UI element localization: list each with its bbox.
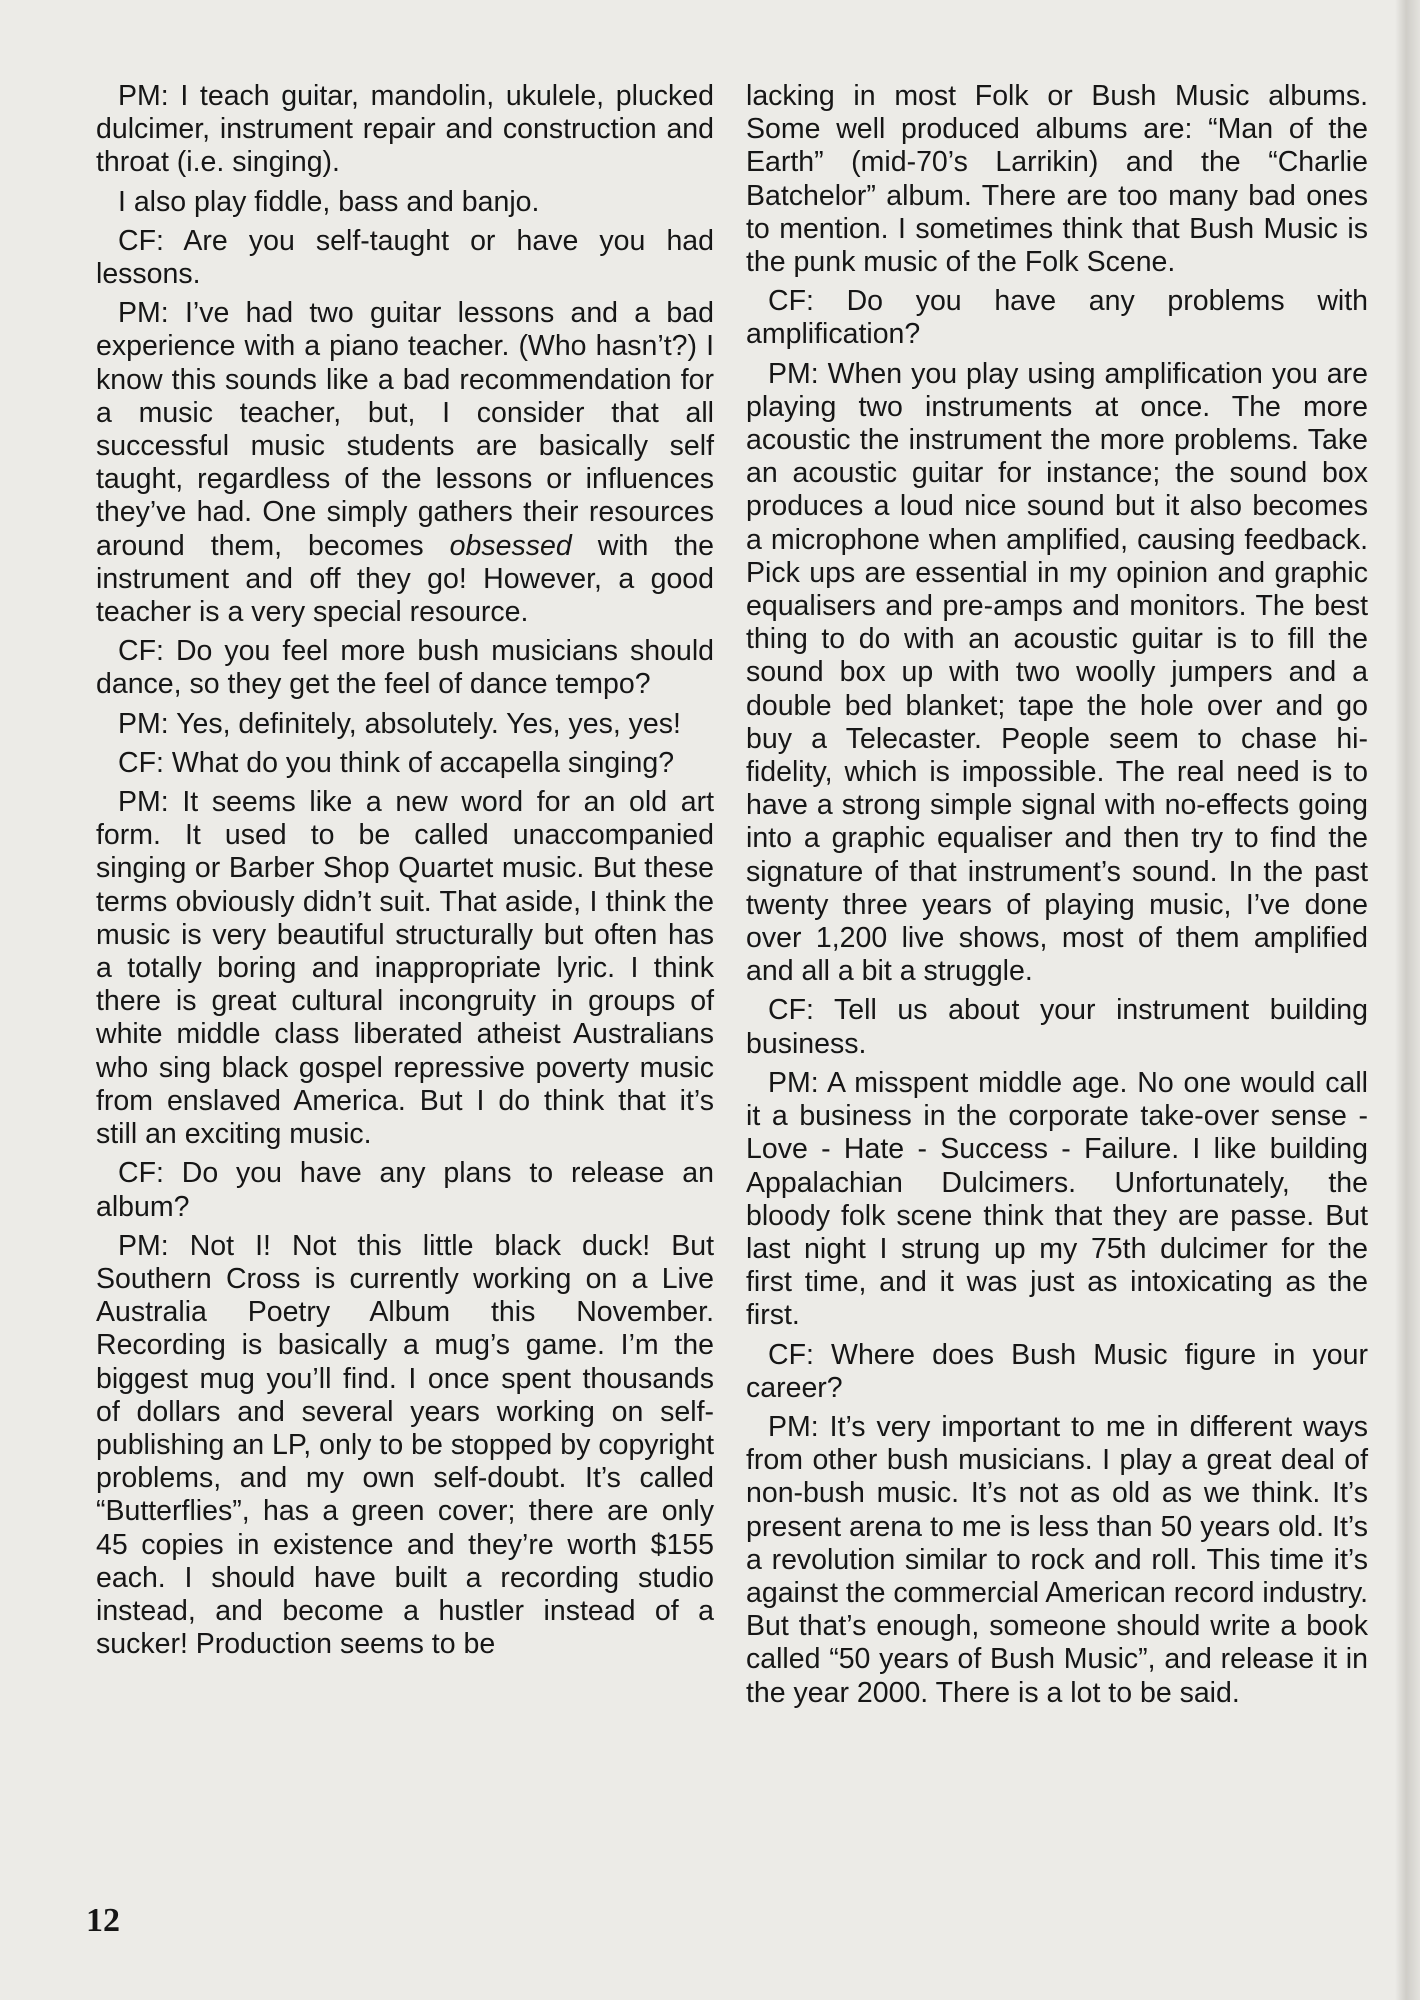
paragraph: PM: Not I! Not this little black duck! But Southern Cross is currently working on a Live Australia Poetry Album this November. Recording is basically a mug’s game. I’m the biggest mug you’ll find. I once spent thousands of dollars and several years working on self-publishing an LP, only to be stopped by copyright problems, and my own self-doubt. It’s called “Butterflies”, has a green cover; there are only 45 copies in existence and they’re worth $155 each. I should have built a recording studio instead, and become a hustler instead of a sucker! Production seems to be (96, 1229, 714, 1661)
right-column (746, 80, 1368, 1716)
paragraph: CF: Where does Bush Music figure in your career? (746, 1338, 1368, 1404)
paragraph: CF: Do you feel more bush musicians should dance, so they get the feel of dance tempo? (96, 635, 714, 701)
emphasis-text: obsessed (449, 529, 572, 562)
paragraph: I also play fiddle, bass and banjo. (118, 185, 540, 218)
page-number: 12 (86, 1902, 120, 1939)
paragraph-text: PM: I’ve had two guitar lessons and a bad experience with a piano teacher. (Who hasn’t?) I know this sounds like a bad recommendation for a music teacher, but, I consider that all successful music students are basically self taught, regardless of the lessons or influences they’ve had. One simply gathers their resources around them, becomes (96, 297, 714, 562)
paragraph: PM: I teach guitar, mandolin, ukulele, plucked dulcimer, instrument repair and construction and throat (i.e. singing). (96, 80, 714, 179)
paragraph: PM: Yes, definitely, absolutely. Yes, yes, yes! (118, 707, 681, 740)
binding-spine (1395, 0, 1420, 2000)
paragraph: CF: Do you have any problems with amplification? (746, 285, 1368, 351)
paragraph: CF: Do you have any plans to release an album? (96, 1157, 714, 1223)
left-column (96, 80, 714, 1667)
paragraph-text: with the instrument and off they go! However, a good teacher is a very special resource. (96, 529, 714, 629)
paragraph: lacking in most Folk or Bush Music albums. Some well produced albums are: “Man of the Earth” (mid-70’s Larrikin) and the “Charlie Batchelor” album. There are too many bad ones to mention. I sometimes think that Bush Music is the punk music of the Folk Scene. (746, 80, 1368, 279)
paragraph (96, 297, 714, 629)
paragraph: PM: A misspent middle age. No one would call it a business in the corporate take-over sense - Love - Hate - Success - Failure. I like building Appalachian Dulcimers. Unfortunately, the bloody folk scene think that they are passe. But last night I strung up my 75th dulcimer for the first time, and it was just as intoxicating as the first. (746, 1066, 1368, 1332)
paragraph: PM: It’s very important to me in different ways from other bush musicians. I play a great deal of non-bush music. It’s not as old as we think. It’s present arena to me is less than 50 years old. It’s a revolution similar to rock and roll. This time it’s against the commercial American record industry. But that’s enough, someone should write a book called “50 years of Bush Music”, and release it in the year 2000. There is a lot to be said. (746, 1410, 1368, 1709)
paragraph: CF: Tell us about your instrument building business. (746, 994, 1368, 1060)
paragraph: PM: It seems like a new word for an old art form. It used to be called unaccompanied singing or Barber Shop Quartet music. But these terms obviously didn’t suit. That aside, I think the music is very beautiful structurally but often has a totally boring and inappropriate lyric. I think there is great cultural incongruity in groups of white middle class liberated atheist Australians who sing black gospel repressive poverty music from enslaved America. But I do think that it’s still an exciting music. (96, 786, 714, 1151)
paragraph: PM: When you play using amplification you are playing two instruments at once. The more acoustic the instrument the more problems. Take an acoustic guitar for instance; the sound box produces a loud nice sound but it also becomes a microphone when amplified, causing feedback. Pick ups are essential in my opinion and graphic equalisers and pre-amps and monitors. The best thing to do with an acoustic guitar is to fill the sound box up with two woolly jumpers and a double bed blanket; tape the hole over and go buy a Telecaster. People seem to chase hi-fidelity, which is impossible. The real need is to have a strong simple signal with no-effects going into a graphic equaliser and then try to find the signature of that instrument’s sound. In the past twenty three years of playing music, I’ve done over 1,200 live shows, most of them amplified and all a bit a struggle. (746, 357, 1368, 988)
paragraph: CF: Are you self-taught or have you had lessons. (96, 224, 714, 291)
paragraph: CF: What do you think of accapella singing? (118, 746, 675, 779)
